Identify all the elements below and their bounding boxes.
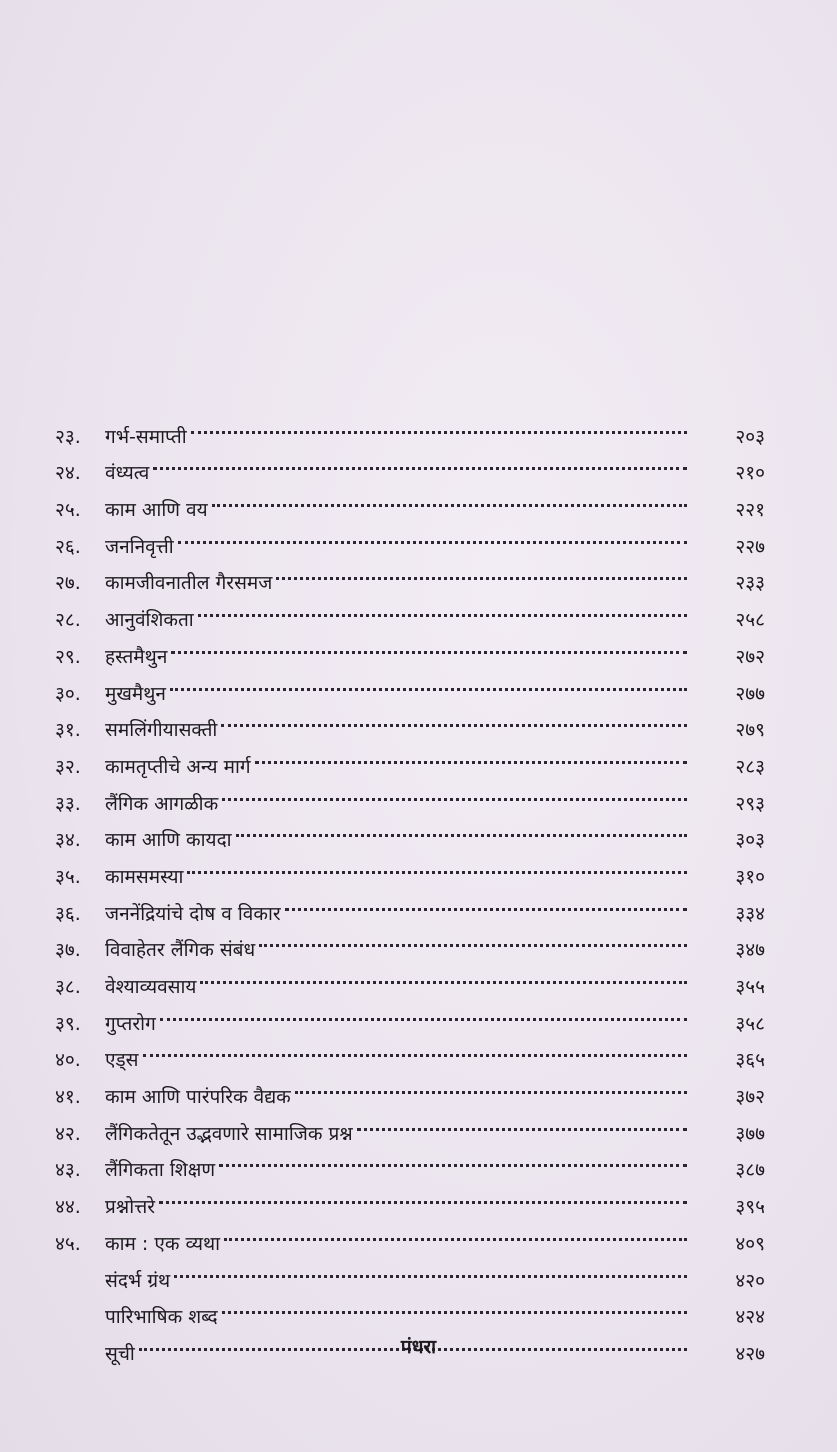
toc-entry-title: एड्स (105, 1049, 139, 1072)
toc-entry-number: ३०. (55, 682, 81, 705)
toc-entry-number: ४५. (55, 1232, 81, 1255)
toc-entry-number: २६. (55, 535, 81, 558)
toc-entry-number: २८. (55, 609, 81, 632)
dot-leader (222, 1287, 687, 1324)
toc-entry-page: ४२७ (735, 1342, 765, 1365)
toc-entry-title: सूची (105, 1342, 135, 1365)
dot-leader (170, 663, 687, 700)
toc-entry-title: जननिवृत्ती (105, 535, 174, 558)
dot-leader (178, 516, 687, 553)
dot-leader (236, 810, 687, 847)
toc-entry-number: ३६. (55, 902, 81, 925)
toc-entry-number: ४४. (55, 1196, 81, 1219)
dot-leader (219, 1140, 687, 1177)
toc-entry-number: ३५. (55, 865, 81, 888)
dot-leader (255, 736, 687, 773)
toc-entry-number: ३१. (55, 719, 81, 742)
toc-entry-title: संदर्भ ग्रंथ (105, 1269, 171, 1292)
toc-entry-number: ३३. (55, 792, 81, 815)
toc-entry (55, 1030, 765, 1072)
toc-entry (55, 443, 765, 485)
toc-entry-page: ३१० (735, 865, 765, 888)
toc-entry-title: काम : एक व्यथा (105, 1232, 221, 1255)
dot-leader (160, 993, 687, 1030)
toc-entry-page: ४२० (735, 1269, 765, 1292)
toc-entry-title: लैंगिकता शिक्षण (105, 1159, 216, 1182)
toc-entry-title: मुखमैथुन (105, 682, 166, 705)
toc-entry-page: २९३ (735, 792, 765, 815)
dot-leader (171, 626, 687, 663)
dot-leader (198, 589, 687, 626)
toc-entry-title: गर्भ-समाप्ती (105, 425, 187, 448)
toc-entry-page: ३८७ (735, 1159, 765, 1182)
toc-entry-number: ३७. (55, 939, 81, 962)
toc-entry-page: २७९ (735, 719, 765, 742)
toc-entry-page: २५८ (735, 609, 765, 632)
dot-leader (200, 956, 687, 993)
toc-entry-page: २८३ (735, 755, 765, 778)
toc-entry-number: ४३. (55, 1159, 81, 1182)
toc-entry-page: ३९५ (735, 1196, 765, 1219)
toc-entry-title: कामसमस्या (105, 865, 184, 888)
toc-entry-page: ४०९ (735, 1232, 765, 1255)
toc-entry-title: लैंगिकतेतून उद्भवणारे सामाजिक प्रश्न (105, 1122, 353, 1145)
toc-entry-page: २७२ (735, 645, 765, 668)
dot-leader (224, 1213, 687, 1250)
toc-entry-page: २२१ (735, 499, 765, 522)
toc-entry-number: ४०. (55, 1049, 81, 1072)
toc-entry-page: ३७२ (735, 1086, 765, 1109)
toc-entry-number: ३८. (55, 976, 81, 998)
toc-entry-number: २४. (55, 462, 81, 485)
toc-entry-number: २३. (55, 425, 81, 448)
toc-entry-title: समलिंगीयासक्ती (105, 719, 218, 742)
toc-entry-page: २७७ (735, 682, 765, 705)
toc-entry-number: ३९. (55, 1012, 81, 1035)
toc-entry-number: ३२. (55, 755, 81, 778)
toc-entry-title: आनुवंशिकता (105, 609, 194, 632)
dot-leader (259, 920, 687, 957)
toc-entry-title: कामतृप्तीचे अन्य मार्ग (105, 755, 251, 778)
dot-leader (159, 1176, 687, 1213)
dot-leader (222, 773, 687, 810)
toc-entry-page: २२७ (735, 535, 765, 558)
toc-entry-page: ३३४ (735, 902, 765, 925)
toc-entry-title: काम आणि पारंपरिक वैद्यक (105, 1086, 291, 1109)
toc-entry (55, 1176, 765, 1219)
dot-leader (357, 1103, 687, 1140)
dot-leader (276, 553, 687, 590)
toc-entry-page: २३३ (735, 572, 765, 595)
toc-entry-title: पारिभाषिक शब्द (105, 1306, 218, 1329)
dot-leader (221, 700, 687, 737)
toc-entry-page: ४२४ (735, 1306, 765, 1329)
toc-entry-title: विवाहेतर लैंगिक संबंध (105, 939, 256, 962)
toc-entry (55, 993, 765, 1035)
toc-entry (55, 1213, 765, 1255)
toc-entry (55, 406, 765, 448)
toc-entry (55, 1066, 765, 1109)
toc-entry-title: वंध्यत्व (105, 462, 150, 485)
toc-entry-title: काम आणि वय (105, 499, 208, 522)
dot-leader (212, 479, 687, 516)
toc-entry-number: २९. (55, 645, 81, 668)
toc-entry-number: २७. (55, 572, 81, 595)
dot-leader (191, 406, 687, 443)
dot-leader (143, 1030, 687, 1067)
toc-entry-page: ३५८ (735, 1012, 765, 1035)
dot-leader (153, 443, 687, 480)
toc-entry-page: ३०३ (735, 829, 765, 852)
toc-entry-page: २०३ (735, 425, 765, 448)
dot-leader (285, 883, 687, 920)
toc-entry-title: हस्तमैथुन (105, 645, 168, 668)
toc-entry-page: ३५५ (735, 976, 765, 998)
dot-leader (187, 846, 687, 883)
toc-entry-page: ३७७ (735, 1122, 765, 1145)
toc-entry-page: ३४७ (735, 939, 765, 962)
toc-entry-title: काम आणि कायदा (105, 829, 232, 852)
toc-entry-page: २१० (735, 462, 765, 485)
dot-leader (295, 1066, 687, 1103)
toc-entry-title: जननेंद्रियांचे दोष व विकार (105, 902, 281, 925)
toc-entry-title: कामजीवनातील गैरसमज (105, 572, 273, 595)
dot-leader (174, 1250, 687, 1287)
toc-entry-title: लैंगिक आगळीक (105, 792, 219, 815)
toc-entry (55, 479, 765, 522)
toc-entry-title: वेश्याव्यवसाय (105, 976, 197, 998)
toc-entry-title: प्रश्नोत्तरे (105, 1196, 156, 1219)
page-number-label: पंधरा (400, 1336, 437, 1358)
toc-entry-number: २५. (55, 499, 81, 522)
toc-entry-number: ४१. (55, 1086, 81, 1109)
table-of-contents (55, 406, 765, 1365)
toc-entry-title: गुप्तरोग (105, 1012, 156, 1035)
toc-entry-page: ३६५ (735, 1049, 765, 1072)
toc-entry-number: ३४. (55, 829, 81, 852)
toc-entry-number: ४२. (55, 1122, 81, 1145)
